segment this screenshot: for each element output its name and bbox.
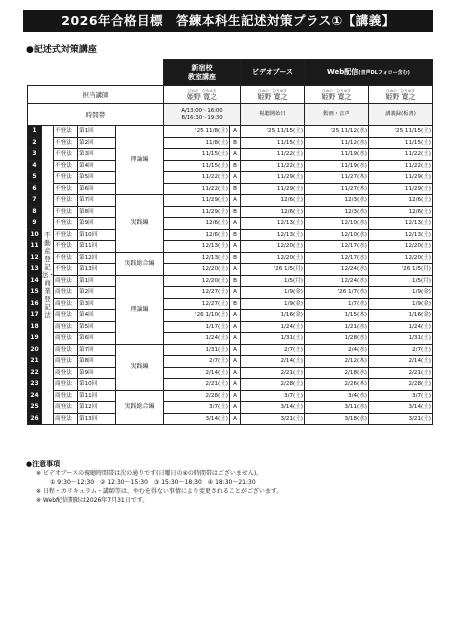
web-media-date: 12/3(水) bbox=[305, 195, 369, 207]
materials-date: 11/22(土) bbox=[369, 149, 433, 161]
table-row bbox=[28, 379, 433, 391]
instructor-cell: ひめの ひろゆき 姫野 寛之 bbox=[369, 86, 433, 104]
classroom-date: 11/15(土) bbox=[164, 149, 230, 161]
time-slot: A bbox=[230, 310, 241, 322]
classroom-date: 12/20(土) bbox=[164, 264, 230, 276]
classroom-date: 12/13(土) bbox=[164, 252, 230, 264]
table-row bbox=[28, 229, 433, 241]
subject-cell: 商登法 bbox=[54, 333, 78, 345]
row-number: 23 bbox=[28, 379, 42, 391]
row-number: 13 bbox=[28, 264, 42, 276]
video-start-date: 1/9(金) bbox=[241, 298, 305, 310]
materials-date: 12/20(土) bbox=[369, 241, 433, 253]
classroom-date: 11/22(土) bbox=[164, 172, 230, 184]
time-slot: A bbox=[230, 344, 241, 356]
time-label: 時間帯 bbox=[28, 104, 164, 126]
time-slot: B bbox=[230, 137, 241, 149]
notes bbox=[26, 460, 282, 505]
instructor-label: 担当講師 bbox=[28, 86, 164, 104]
session-cell: 第11回 bbox=[78, 390, 116, 402]
session-cell: 第10回 bbox=[78, 229, 116, 241]
materials-date: 2/28(土) bbox=[369, 379, 433, 391]
time-slot: A bbox=[230, 218, 241, 230]
session-cell: 第7回 bbox=[78, 195, 116, 207]
video-start-date: 2/7(土) bbox=[241, 344, 305, 356]
classroom-date: 11/15(土) bbox=[164, 160, 230, 172]
row-number: 2 bbox=[28, 137, 42, 149]
time-slot: B bbox=[230, 183, 241, 195]
web-media-date: 3/18(水) bbox=[305, 413, 369, 425]
video-start-date: 11/29(土) bbox=[241, 172, 305, 184]
web-media-date: 11/27(木) bbox=[305, 172, 369, 184]
session-cell: 第2回 bbox=[78, 287, 116, 299]
table-row bbox=[28, 298, 433, 310]
time-slot: A bbox=[230, 402, 241, 414]
row-number: 24 bbox=[28, 390, 42, 402]
session-cell: 第13回 bbox=[78, 413, 116, 425]
materials-date: 1/31(土) bbox=[369, 333, 433, 345]
video-start-date: 1/5(月) bbox=[241, 275, 305, 287]
header-classroom: 新宿校 教室講座 bbox=[164, 60, 241, 86]
classroom-date: 1/24(土) bbox=[164, 333, 230, 345]
session-cell: 第5回 bbox=[78, 321, 116, 333]
table-row bbox=[28, 137, 433, 149]
web-media-date: 1/21(水) bbox=[305, 321, 369, 333]
session-cell: 第13回 bbox=[78, 264, 116, 276]
table-row bbox=[28, 160, 433, 172]
video-start-date: 2/28(土) bbox=[241, 379, 305, 391]
time-slot: B bbox=[230, 206, 241, 218]
web-media-date: 2/12(木) bbox=[305, 356, 369, 368]
materials-date: '26 1/5(月) bbox=[369, 264, 433, 276]
row-number: 15 bbox=[28, 287, 42, 299]
subject-cell: 商登法 bbox=[54, 390, 78, 402]
time-slot: B bbox=[230, 229, 241, 241]
note-1: ※ ビデオブースの視聴時間帯は次の通りです(日曜日の④の時間帯はございません)。 bbox=[36, 470, 263, 477]
classroom-date: 2/28(土) bbox=[164, 390, 230, 402]
table-row bbox=[28, 252, 433, 264]
web-media-date: 12/10(水) bbox=[305, 229, 369, 241]
instructor-cell: ひめの ひろゆき 姫野 寛之 bbox=[241, 86, 305, 104]
web-media-date: '26 1/7(水) bbox=[305, 287, 369, 299]
session-cell: 第1回 bbox=[78, 126, 116, 138]
row-number: 3 bbox=[28, 149, 42, 161]
unit-label: 実践総合編 bbox=[116, 390, 164, 425]
classroom-date: 11/8(土) bbox=[164, 137, 230, 149]
classroom-date: '26 1/10(土) bbox=[164, 310, 230, 322]
materials-date: 12/13(土) bbox=[369, 218, 433, 230]
subject-cell: 不登法 bbox=[54, 195, 78, 207]
row-number: 10 bbox=[28, 229, 42, 241]
row-number: 12 bbox=[28, 252, 42, 264]
subject-cell: 不登法 bbox=[54, 241, 78, 253]
session-cell: 第12回 bbox=[78, 402, 116, 414]
time-slot: B bbox=[230, 275, 241, 287]
classroom-date: 1/31(土) bbox=[164, 344, 230, 356]
web-media-date: 1/7(水) bbox=[305, 298, 369, 310]
subject-cell: 不登法 bbox=[54, 126, 78, 138]
web-media-date: 12/17(水) bbox=[305, 252, 369, 264]
time-slot: A bbox=[230, 321, 241, 333]
time-slot: B bbox=[230, 252, 241, 264]
row-number: 25 bbox=[28, 402, 42, 414]
video-start-date: 1/24(土) bbox=[241, 321, 305, 333]
time-slot: A bbox=[230, 172, 241, 184]
web-media-date: 11/12(水) bbox=[305, 137, 369, 149]
row-number: 8 bbox=[28, 206, 42, 218]
subject-cell: 商登法 bbox=[54, 298, 78, 310]
unit-label: 実践編 bbox=[116, 344, 164, 390]
header-web: Web配信(音声DLフォロー含む) bbox=[305, 60, 433, 86]
session-cell: 第4回 bbox=[78, 310, 116, 322]
time-slot: A bbox=[230, 241, 241, 253]
materials-date: 1/9(金) bbox=[369, 287, 433, 299]
session-cell: 第9回 bbox=[78, 367, 116, 379]
row-number: 9 bbox=[28, 218, 42, 230]
web-media-date: 12/17(水) bbox=[305, 241, 369, 253]
subject-group-label: 不動産登記法・商業登記法 bbox=[42, 126, 54, 425]
classroom-date: 11/29(土) bbox=[164, 206, 230, 218]
table-row bbox=[28, 195, 433, 207]
video-start-date: 3/7(土) bbox=[241, 390, 305, 402]
row-number: 18 bbox=[28, 321, 42, 333]
materials-date: 11/29(土) bbox=[369, 172, 433, 184]
video-start-date: 12/6(土) bbox=[241, 195, 305, 207]
classroom-date: 12/13(土) bbox=[164, 241, 230, 253]
classroom-date: 11/29(土) bbox=[164, 195, 230, 207]
header-video-booth: ビデオブース bbox=[241, 60, 305, 86]
header-blank bbox=[28, 60, 164, 86]
time-slot: A bbox=[230, 379, 241, 391]
schedule-table bbox=[27, 59, 433, 425]
web-media-date: 3/11(水) bbox=[305, 402, 369, 414]
time-slot: A bbox=[230, 333, 241, 345]
subject-cell: 商登法 bbox=[54, 310, 78, 322]
materials-date: 1/5(月) bbox=[369, 275, 433, 287]
time-slot: A bbox=[230, 149, 241, 161]
row-number: 14 bbox=[28, 275, 42, 287]
materials-date: 3/14(土) bbox=[369, 402, 433, 414]
materials-label: 講義録(板書) bbox=[369, 104, 433, 126]
session-cell: 第8回 bbox=[78, 206, 116, 218]
session-cell: 第2回 bbox=[78, 137, 116, 149]
materials-date: 3/21(土) bbox=[369, 413, 433, 425]
subject-cell: 不登法 bbox=[54, 218, 78, 230]
classroom-date: '25 11/8(土) bbox=[164, 126, 230, 138]
video-start-label: 視聴開始日 bbox=[241, 104, 305, 126]
table-row bbox=[28, 402, 433, 414]
classroom-date: 1/17(土) bbox=[164, 321, 230, 333]
session-cell: 第3回 bbox=[78, 149, 116, 161]
video-start-date: '26 1/5(月) bbox=[241, 264, 305, 276]
time-slot: A bbox=[230, 356, 241, 368]
subject-cell: 商登法 bbox=[54, 379, 78, 391]
table-row bbox=[28, 333, 433, 345]
video-start-date: 11/29(土) bbox=[241, 183, 305, 195]
video-start-date: '25 11/15(土) bbox=[241, 126, 305, 138]
unit-label: 実践総合編 bbox=[116, 252, 164, 275]
video-start-date: 11/15(土) bbox=[241, 137, 305, 149]
table-row bbox=[28, 321, 433, 333]
subject-cell: 商登法 bbox=[54, 344, 78, 356]
video-start-date: 1/16(金) bbox=[241, 310, 305, 322]
classroom-date: 2/21(土) bbox=[164, 379, 230, 391]
table-row bbox=[28, 390, 433, 402]
web-media-date: 12/3(水) bbox=[305, 206, 369, 218]
table-row bbox=[28, 367, 433, 379]
instructor-cell: ひめの ひろゆき 姫野 寛之 bbox=[164, 86, 241, 104]
table-row bbox=[28, 218, 433, 230]
web-media-date: 2/26(木) bbox=[305, 379, 369, 391]
row-number: 7 bbox=[28, 195, 42, 207]
subject-cell: 不登法 bbox=[54, 137, 78, 149]
video-start-date: 12/6(土) bbox=[241, 206, 305, 218]
subject-cell: 商登法 bbox=[54, 367, 78, 379]
classroom-date: 12/6(土) bbox=[164, 229, 230, 241]
classroom-date: 12/20(土) bbox=[164, 275, 230, 287]
web-media-date: '25 11/12(水) bbox=[305, 126, 369, 138]
session-cell: 第9回 bbox=[78, 218, 116, 230]
classroom-date: 2/14(土) bbox=[164, 367, 230, 379]
materials-date: 2/14(土) bbox=[369, 356, 433, 368]
unit-label: 実践編 bbox=[116, 195, 164, 253]
session-cell: 第5回 bbox=[78, 172, 116, 184]
unit-label: 理論編 bbox=[116, 275, 164, 344]
subject-cell: 不登法 bbox=[54, 264, 78, 276]
classroom-date: 11/22(土) bbox=[164, 183, 230, 195]
page-title: 2026年合格目標 答練本科生記述対策プラス①【講義】 bbox=[23, 10, 433, 32]
web-media-date: 11/19(水) bbox=[305, 160, 369, 172]
video-start-date: 3/14(土) bbox=[241, 402, 305, 414]
row-number: 16 bbox=[28, 298, 42, 310]
row-number: 11 bbox=[28, 241, 42, 253]
row-number: 4 bbox=[28, 160, 42, 172]
subject-cell: 不登法 bbox=[54, 172, 78, 184]
subject-cell: 商登法 bbox=[54, 321, 78, 333]
video-start-date: 2/21(土) bbox=[241, 367, 305, 379]
time-slot: A bbox=[230, 126, 241, 138]
materials-date: 1/9(金) bbox=[369, 298, 433, 310]
video-start-date: 12/13(土) bbox=[241, 229, 305, 241]
web-media-date: 1/15(木) bbox=[305, 310, 369, 322]
table-row bbox=[28, 310, 433, 322]
web-media-date: 11/19(水) bbox=[305, 149, 369, 161]
materials-date: 11/15(土) bbox=[369, 137, 433, 149]
note-2: ※ 日程・カリキュラム・講師等は、やむを得ない事情により変更されることがございます。 bbox=[36, 488, 283, 495]
session-cell: 第6回 bbox=[78, 333, 116, 345]
time-slot: A bbox=[230, 195, 241, 207]
web-media-date: 11/27(木) bbox=[305, 183, 369, 195]
subject-cell: 不登法 bbox=[54, 160, 78, 172]
table-row bbox=[28, 356, 433, 368]
web-media-date: 12/24(水) bbox=[305, 264, 369, 276]
materials-date: 12/6(土) bbox=[369, 195, 433, 207]
web-media-date: 1/28(水) bbox=[305, 333, 369, 345]
web-media-date: 2/4(水) bbox=[305, 344, 369, 356]
web-media-label: 動画・音声 bbox=[305, 104, 369, 126]
table-row bbox=[28, 206, 433, 218]
materials-date: 11/22(土) bbox=[369, 160, 433, 172]
time-slot: A bbox=[230, 390, 241, 402]
table-row bbox=[28, 275, 433, 287]
time-slot: A bbox=[230, 264, 241, 276]
video-start-date: 3/21(土) bbox=[241, 413, 305, 425]
session-cell: 第6回 bbox=[78, 183, 116, 195]
subject-cell: 不登法 bbox=[54, 229, 78, 241]
materials-date: 2/7(土) bbox=[369, 344, 433, 356]
subject-cell: 商登法 bbox=[54, 275, 78, 287]
web-media-date: 2/18(水) bbox=[305, 367, 369, 379]
notes-title: ●注意事項 bbox=[26, 460, 61, 468]
row-number: 19 bbox=[28, 333, 42, 345]
materials-date: 12/20(土) bbox=[369, 252, 433, 264]
instructor-cell: ひめの ひろゆき 姫野 寛之 bbox=[305, 86, 369, 104]
time-slot: A bbox=[230, 413, 241, 425]
table-row bbox=[28, 287, 433, 299]
session-cell: 第12回 bbox=[78, 252, 116, 264]
materials-date: '25 11/15(土) bbox=[369, 126, 433, 138]
table-row bbox=[28, 264, 433, 276]
table-row bbox=[28, 413, 433, 425]
materials-date: 12/13(土) bbox=[369, 229, 433, 241]
table-row bbox=[28, 344, 433, 356]
video-start-date: 12/20(土) bbox=[241, 252, 305, 264]
materials-date: 1/24(土) bbox=[369, 321, 433, 333]
time-slot: B bbox=[230, 298, 241, 310]
materials-date: 12/6(土) bbox=[369, 206, 433, 218]
subject-cell: 不登法 bbox=[54, 206, 78, 218]
table-row bbox=[28, 172, 433, 184]
classroom-date: 12/27(土) bbox=[164, 298, 230, 310]
row-number: 17 bbox=[28, 310, 42, 322]
time-slot: A bbox=[230, 287, 241, 299]
subject-cell: 不登法 bbox=[54, 252, 78, 264]
time-slot: A bbox=[230, 367, 241, 379]
video-start-date: 12/20(土) bbox=[241, 241, 305, 253]
note-3: ※ Web配信期限は2026年7月31日です。 bbox=[36, 497, 149, 504]
subject-cell: 商登法 bbox=[54, 356, 78, 368]
web-media-date: 3/4(水) bbox=[305, 390, 369, 402]
table-row bbox=[28, 149, 433, 161]
unit-label: 理論編 bbox=[116, 126, 164, 195]
materials-date: 3/7(土) bbox=[369, 390, 433, 402]
video-start-date: 1/31(土) bbox=[241, 333, 305, 345]
session-cell: 第11回 bbox=[78, 241, 116, 253]
session-cell: 第7回 bbox=[78, 344, 116, 356]
subject-cell: 商登法 bbox=[54, 413, 78, 425]
row-number: 5 bbox=[28, 172, 42, 184]
video-start-date: 2/14(土) bbox=[241, 356, 305, 368]
table-row bbox=[28, 126, 433, 138]
note-1-slots: ① 9:30〜12:30 ② 12:30〜15:30 ③ 15:30〜18:30 ④ 18:30〜21:30 bbox=[50, 479, 256, 486]
video-start-date: 12/13(土) bbox=[241, 218, 305, 230]
time-slots: A/13:00〜16:00 B/16:30〜19:30 bbox=[164, 104, 241, 126]
materials-date: 2/21(土) bbox=[369, 367, 433, 379]
classroom-date: 2/7(土) bbox=[164, 356, 230, 368]
subject-cell: 不登法 bbox=[54, 149, 78, 161]
session-cell: 第4回 bbox=[78, 160, 116, 172]
row-number: 22 bbox=[28, 367, 42, 379]
web-media-date: 12/10(水) bbox=[305, 218, 369, 230]
session-cell: 第1回 bbox=[78, 275, 116, 287]
session-cell: 第8回 bbox=[78, 356, 116, 368]
video-start-date: 11/22(土) bbox=[241, 149, 305, 161]
classroom-date: 12/6(土) bbox=[164, 218, 230, 230]
row-number: 20 bbox=[28, 344, 42, 356]
session-cell: 第10回 bbox=[78, 379, 116, 391]
table-row bbox=[28, 241, 433, 253]
subject-cell: 商登法 bbox=[54, 287, 78, 299]
subject-cell: 不登法 bbox=[54, 183, 78, 195]
row-number: 6 bbox=[28, 183, 42, 195]
row-number: 1 bbox=[28, 126, 42, 138]
classroom-date: 3/14(土) bbox=[164, 413, 230, 425]
classroom-date: 3/7(土) bbox=[164, 402, 230, 414]
web-media-date: 12/24(水) bbox=[305, 275, 369, 287]
video-start-date: 11/22(土) bbox=[241, 160, 305, 172]
materials-date: 11/29(土) bbox=[369, 183, 433, 195]
classroom-date: 12/27(土) bbox=[164, 287, 230, 299]
materials-date: 1/16(金) bbox=[369, 310, 433, 322]
video-start-date: 1/9(金) bbox=[241, 287, 305, 299]
time-slot: B bbox=[230, 160, 241, 172]
row-number: 21 bbox=[28, 356, 42, 368]
table-row bbox=[28, 183, 433, 195]
session-cell: 第3回 bbox=[78, 298, 116, 310]
row-number: 26 bbox=[28, 413, 42, 425]
subject-cell: 商登法 bbox=[54, 402, 78, 414]
section-title: ●記述式対策講座 bbox=[26, 45, 97, 55]
